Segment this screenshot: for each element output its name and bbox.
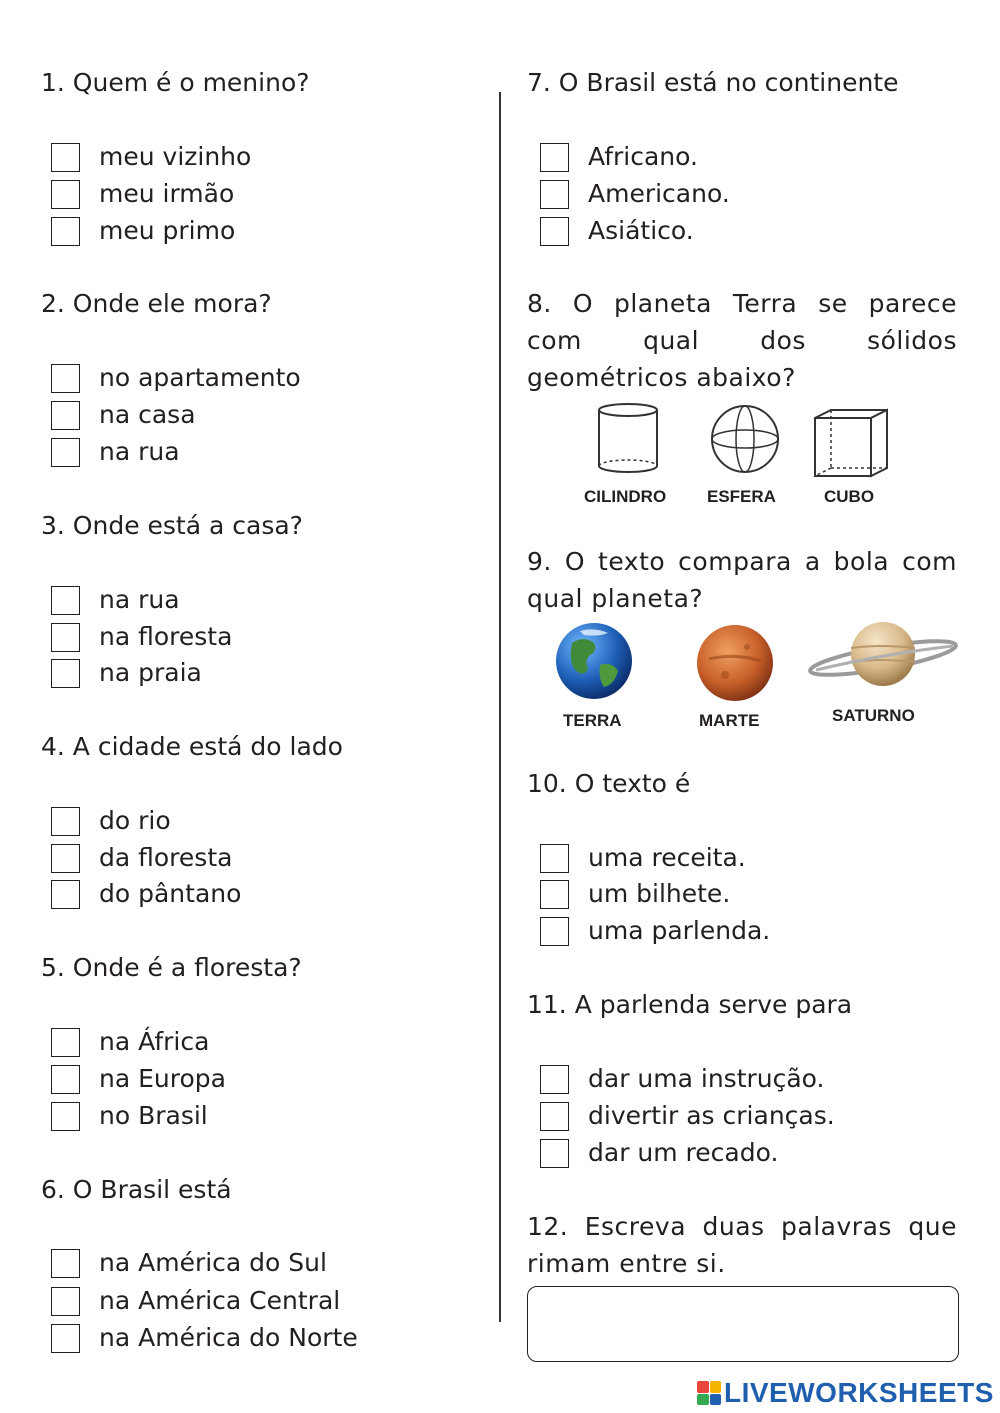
column-divider <box>499 92 501 1322</box>
checkbox[interactable] <box>51 880 80 909</box>
question-4: 4. A cidade está do lado <box>41 732 343 761</box>
checkbox[interactable] <box>51 364 80 393</box>
checkbox[interactable] <box>540 143 569 172</box>
option-q6-b[interactable]: na América Central <box>51 1284 80 1318</box>
question-9: 9. O texto compara a bola com qual planeta? <box>527 547 957 613</box>
checkbox[interactable] <box>540 917 569 946</box>
checkbox[interactable] <box>51 586 80 615</box>
option-q4-c[interactable]: do pântano <box>51 877 80 911</box>
option-q2-a[interactable]: no apartamento <box>51 361 80 395</box>
option-q7-b[interactable]: Americano. <box>540 177 569 211</box>
checkbox[interactable] <box>51 844 80 873</box>
figure-label-marte: MARTE <box>699 711 760 730</box>
question-1: 1. Quem é o menino? <box>41 68 310 97</box>
option-q7-c[interactable]: Asiático. <box>540 214 569 248</box>
liveworksheets-logo[interactable] <box>697 1378 994 1408</box>
figure-label-cilindro: CILINDRO <box>584 487 667 506</box>
question-8: 8. O planeta Terra se parece com qual dos sólidos geométricos abaixo? <box>527 289 957 392</box>
answer-text-box[interactable] <box>527 1286 959 1362</box>
sphere-figure[interactable] <box>708 402 784 478</box>
option-q7-a[interactable]: Africano. <box>540 140 569 174</box>
checkbox[interactable] <box>51 623 80 652</box>
logo-text: LIVEWORKSHEETS <box>724 1377 994 1408</box>
question-12: 12. Escreva duas palavras que rimam entre si. <box>527 1212 957 1278</box>
question-10: 10. O texto é <box>527 769 691 798</box>
checkbox[interactable] <box>51 180 80 209</box>
mars-figure[interactable] <box>695 623 775 703</box>
checkbox[interactable] <box>51 807 80 836</box>
question-5: 5. Onde é a floresta? <box>41 953 302 982</box>
option-q10-c[interactable]: uma parlenda. <box>540 914 569 948</box>
option-q11-a[interactable]: dar uma instrução. <box>540 1062 569 1096</box>
checkbox[interactable] <box>51 143 80 172</box>
option-q6-c[interactable]: na América do Norte <box>51 1321 80 1355</box>
checkbox[interactable] <box>51 1324 80 1353</box>
checkbox[interactable] <box>51 217 80 246</box>
cylinder-figure[interactable] <box>590 400 670 480</box>
question-3: 3. Onde está a casa? <box>41 511 303 540</box>
option-q3-a[interactable]: na rua <box>51 583 80 617</box>
checkbox[interactable] <box>540 180 569 209</box>
checkbox[interactable] <box>540 217 569 246</box>
checkbox[interactable] <box>540 1139 569 1168</box>
figure-label-cubo: CUBO <box>824 487 875 506</box>
option-q4-a[interactable]: do rio <box>51 804 80 838</box>
option-q6-a[interactable]: na América do Sul <box>51 1246 80 1280</box>
figure-label-esfera: ESFERA <box>707 487 776 506</box>
option-q3-b[interactable]: na floresta <box>51 620 80 654</box>
figure-label-saturno: SATURNO <box>832 706 915 725</box>
earth-figure[interactable] <box>554 621 634 701</box>
checkbox[interactable] <box>540 880 569 909</box>
cube-figure[interactable] <box>812 408 892 480</box>
question-2: 2. Onde ele mora? <box>41 289 272 318</box>
option-q3-c[interactable]: na praia <box>51 656 80 690</box>
question-7: 7. O Brasil está no continente <box>527 68 899 97</box>
option-q11-b[interactable]: divertir as crianças. <box>540 1099 569 1133</box>
option-q1-a[interactable]: meu vizinho <box>51 140 80 174</box>
figure-label-terra: TERRA <box>563 711 622 730</box>
option-q1-c[interactable]: meu primo <box>51 214 80 248</box>
question-6: 6. O Brasil está <box>41 1175 232 1204</box>
question-11: 11. A parlenda serve para <box>527 990 853 1019</box>
checkbox[interactable] <box>540 1102 569 1131</box>
option-q2-c[interactable]: na rua <box>51 435 80 469</box>
logo-icon <box>697 1381 721 1405</box>
checkbox[interactable] <box>51 401 80 430</box>
option-q10-a[interactable]: uma receita. <box>540 841 569 875</box>
checkbox[interactable] <box>51 1287 80 1316</box>
checkbox[interactable] <box>540 844 569 873</box>
checkbox[interactable] <box>51 1102 80 1131</box>
option-q5-b[interactable]: na Europa <box>51 1062 80 1096</box>
option-q11-c[interactable]: dar um recado. <box>540 1136 569 1170</box>
option-q10-b[interactable]: um bilhete. <box>540 877 569 911</box>
option-q2-b[interactable]: na casa <box>51 398 80 432</box>
checkbox[interactable] <box>51 1028 80 1057</box>
option-q5-a[interactable]: na África <box>51 1025 80 1059</box>
checkbox[interactable] <box>540 1065 569 1094</box>
option-q5-c[interactable]: no Brasil <box>51 1099 80 1133</box>
saturn-figure[interactable] <box>806 618 960 694</box>
checkbox[interactable] <box>51 438 80 467</box>
checkbox[interactable] <box>51 1249 80 1278</box>
option-q4-b[interactable]: da floresta <box>51 841 80 875</box>
checkbox[interactable] <box>51 1065 80 1094</box>
option-q1-b[interactable]: meu irmão <box>51 177 80 211</box>
checkbox[interactable] <box>51 659 80 688</box>
